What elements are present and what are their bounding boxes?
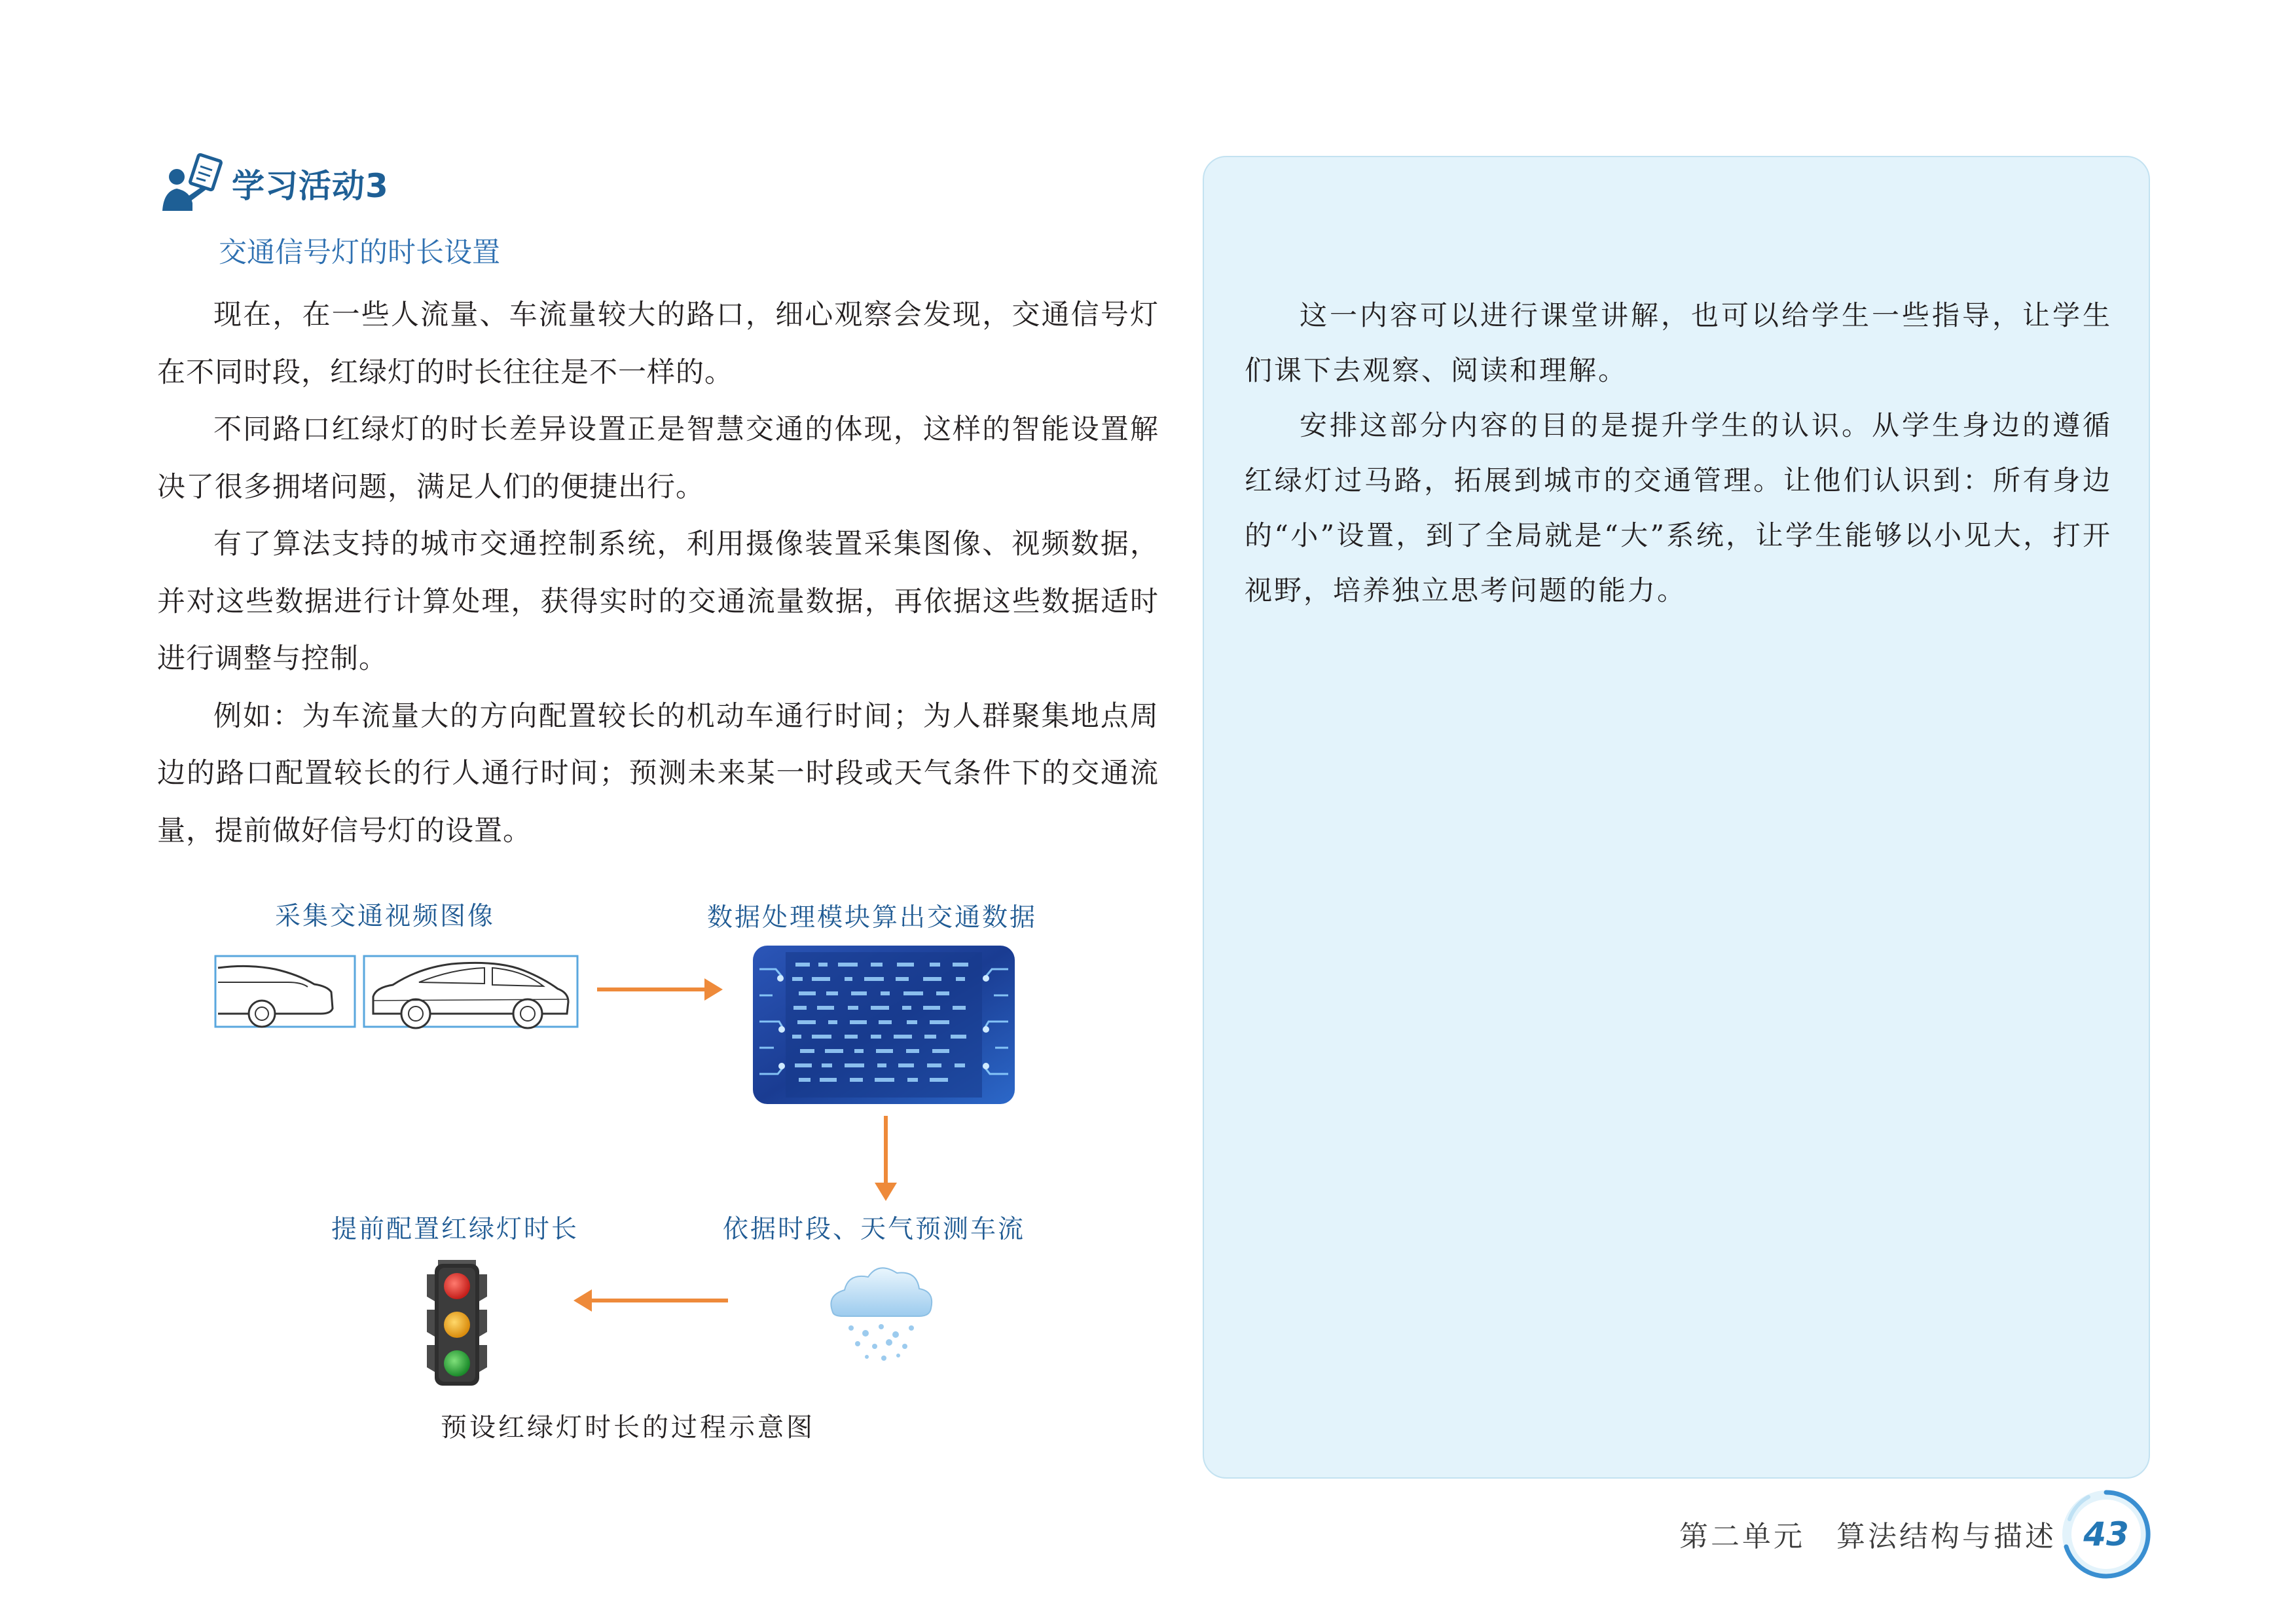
arrow-right-icon (597, 978, 723, 1001)
body-paragraph: 现在，在一些人流量、车流量较大的路口，细心观察会发现，交通信号灯在不同时段，红绿灯的时长往往是不一样的。 (157, 299, 1159, 389)
body-paragraph: 不同路口红绿灯的时长差异设置正是智慧交通的体现，这样的智能设置解决了很多拥堵问题，满足人们的便捷出行。 (157, 413, 1159, 504)
diagram-caption: 预设红绿灯时长的过程示意图 (441, 1412, 815, 1443)
guide-paragraph: 这一内容可以进行课堂讲解，也可以给学生一些指导，让学生们课下去观察、阅读和理解。 (1245, 299, 2112, 386)
diagram-step-configure: 提前配置红绿灯时长 (331, 1215, 579, 1244)
diagram-step-process: 数据处理模块算出交通数据 (707, 903, 1038, 932)
snow-cloud-icon (831, 1268, 932, 1361)
body-paragraph: 有了算法支持的城市交通控制系统，利用摄像装置采集图像、视频数据，并对这些数据进行计算处理，获得实时的交通流量数据，再依据这些数据适时进行调整与控制。 (157, 528, 1159, 675)
guide-paragraph: 安排这部分内容的目的是提升学生的认识。从学生身边的遵循红绿灯过马路，拓展到城市的交通管理。让他们认识到：所有身边的“小”设置，到了全局就是“大”系统，让学生能够以小见大，打开视野，培养独立思考问题的能力。 (1245, 409, 2112, 606)
footer-unit-title: 第二单元 算法结构与描述 (1679, 1520, 2056, 1553)
car-outline-icon (215, 956, 577, 1028)
diagram-step-predict: 依据时段、天气预测车流 (723, 1215, 1026, 1244)
circuit-data-icon (753, 946, 1015, 1104)
diagram-step-capture: 采集交通视频图像 (275, 902, 496, 931)
student-reading-icon (157, 151, 223, 216)
guide-text (1245, 288, 2112, 618)
body-paragraph: 例如：为车流量大的方向配置较长的机动车通行时间；为人群聚集地点周边的路口配置较长的行人通行时间；预测未来某一时段或天气条件下的交通流量，提前做好信号灯的设置。 (157, 699, 1159, 847)
traffic-light-icon (427, 1260, 487, 1386)
arrow-down-icon (875, 1116, 897, 1201)
teacher-guide-panel (1203, 156, 2150, 1479)
page-number: 43 (2083, 1515, 2129, 1553)
activity-title: 学习活动3 (232, 167, 389, 205)
arrow-left-icon (574, 1289, 728, 1312)
section-subtitle: 交通信号灯的时长设置 (219, 236, 500, 269)
body-text (157, 287, 1159, 860)
activity-header (157, 151, 389, 216)
